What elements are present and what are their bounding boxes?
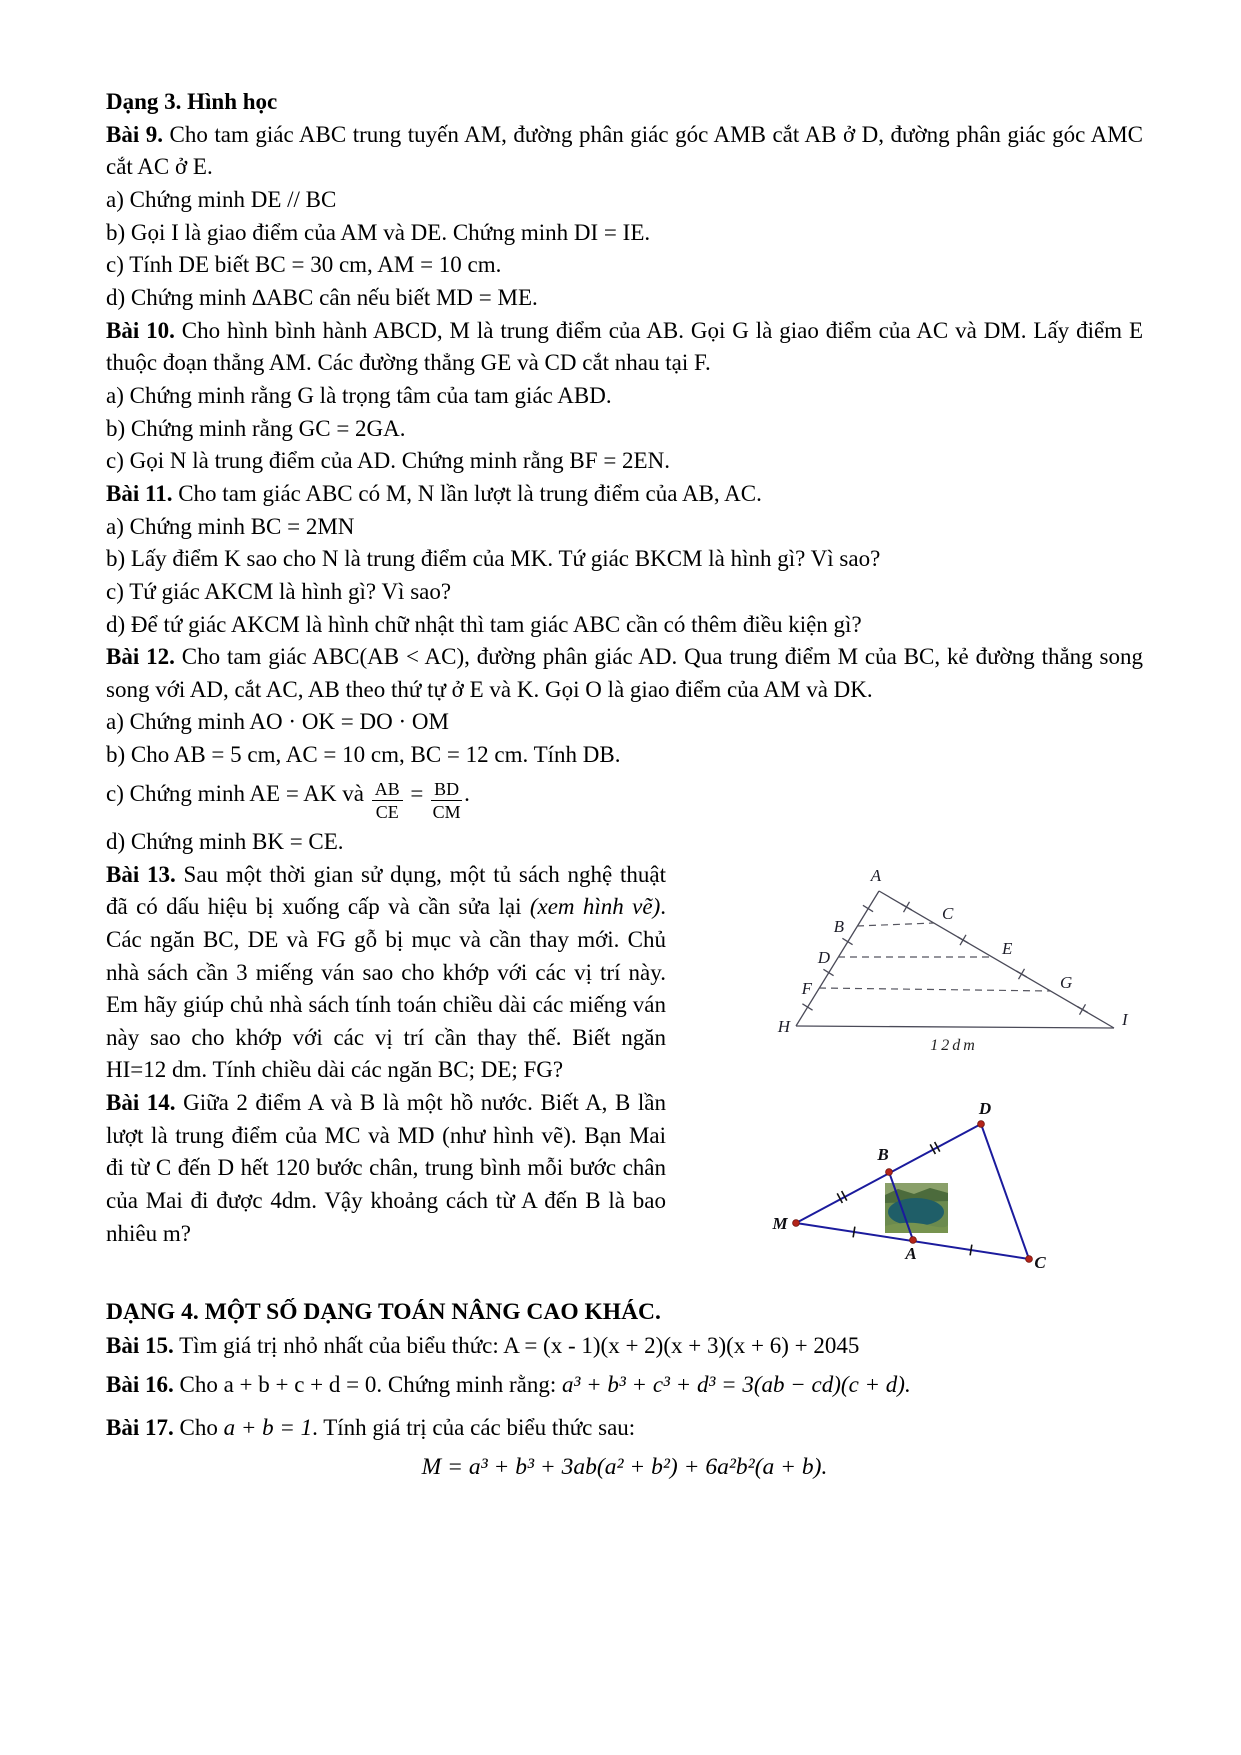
exercise-15-text: Tìm giá trị nhỏ nhất của biểu thức: A = (x - 1)(x + 2)(x + 3)(x + 6) + 2045 (179, 1333, 860, 1359)
exercise-13-text-1: Sau một thời gian sử dụng, một tủ sách nghệ thuật đã có dấu hiệu bị xuống cấp và cần sửa lại (106, 861, 667, 920)
exercise-9-part-b: b) Gọi I là giao điểm của AM và DE. Chứng minh DI = IE. (106, 219, 651, 245)
exercise-10-part-a: a) Chứng minh rằng G là trọng tâm của tam giác ABD. (106, 382, 612, 408)
exercise-14-label: Bài 14. (106, 1090, 176, 1116)
fig1-point-label-d: D (817, 947, 830, 967)
fraction-bd-cm: $\frac{BD}{CM}$ (432, 778, 461, 822)
exercise-11-label: Bài 11. (106, 480, 173, 506)
fig2-point-label-d: D (978, 1099, 992, 1119)
figure-2-area (666, 1087, 1143, 1291)
exercise-12-part-c (106, 772, 1143, 826)
equals-sign: = (410, 780, 424, 806)
fig1-point-label-h: H (777, 1016, 790, 1036)
exercise-16-formula: a³ + b³ + c³ + d³ = 3(ab − cd)(c + d). (561, 1372, 911, 1398)
exercise-12-text: Cho tam giác ABC(AB < AC), đường phân giác AD. Qua trung điểm M của BC, kẻ đường thẳng song song với AD, cắt AC, AB theo thứ tự ở E và K. Gọi O là giao điểm của AM và DK. (106, 644, 1144, 702)
exercise-11-part-a: a) Chứng minh BC = 2MN (106, 513, 355, 539)
section-3-heading: Dạng 3. Hình học (106, 89, 278, 114)
exercise-11-intro (106, 478, 1143, 511)
exercise-10-part-b: b) Chứng minh rằng GC = 2GA. (106, 415, 406, 441)
exercise-9-intro (106, 119, 1143, 184)
exercise-12-part-b: b) Cho AB = 5 cm, AC = 10 cm, BC = 12 cm. Tính DB. (106, 742, 621, 768)
exercise-10-intro (106, 315, 1143, 380)
triangle-sides (796, 891, 1114, 1028)
exercise-13-text-2: . Các ngăn BC, DE và FG gỗ bị mục và cần thay mới. Chủ nhà sách cần 3 miếng ván sao cho khớp với các vị trí này. Em hãy giúp chủ nhà sách tính toán chiều dài các miếng ván này sao cho khớp với các vị trí cần thay thế. Biết ngăn HI=12 dm. Tính chiều dài các ngăn BC; DE; FG? (106, 894, 666, 1083)
lake-photo (885, 1183, 948, 1233)
exercise-14-row (106, 1087, 1143, 1291)
exercise-11-part-b: b) Lấy điểm K sao cho N là trung điểm của MK. Tứ giác BKCM là hình gì? Vì sao? (106, 546, 881, 572)
exercise-17-text-post: . Tính giá trị của các biểu thức sau: (312, 1414, 636, 1440)
exercise-12-label: Bài 12. (106, 644, 175, 670)
section-4-heading: DẠNG 4. MỘT SỐ DẠNG TOÁN NÂNG CAO KHÁC. (106, 1299, 661, 1326)
exercise-13-intro (106, 859, 666, 1088)
exercise-12-part-d: d) Chứng minh BK = CE. (106, 828, 344, 854)
exercise-14-column (106, 1087, 666, 1250)
exercise-11-part-c: c) Tứ giác AKCM là hình gì? Vì sao? (106, 578, 452, 604)
exercise-9-part-c: c) Tính DE biết BC = 30 cm, AM = 10 cm. (106, 252, 502, 278)
figure-1-area (666, 859, 1143, 1067)
exercise-17-main-formula-line (106, 1448, 1143, 1488)
fig2-point-label-m: M (772, 1214, 788, 1234)
exercise-16 (106, 1363, 1143, 1406)
exercise-14-intro (106, 1087, 666, 1250)
exercise-14-text: Giữa 2 điểm A và B là một hồ nước. Biết A, B lần lượt là trung điểm của MC và MD (như hình vẽ). Bạn Mai đi từ C đến D hết 120 bước chân, trung bình mỗi bước chân của Mai đi được 4dm. Vậy khoảng cách từ A đến B là bao nhiêu m? (106, 1090, 666, 1246)
exercise-11-text: Cho tam giác ABC có M, N lần lượt là trung điểm của AB, AC. (178, 480, 762, 506)
exercise-9-part-a: a) Chứng minh DE // BC (106, 186, 337, 212)
exercise-12-part-a: a) Chứng minh AO · OK = DO · OM (106, 709, 449, 735)
lake-distance-figure (768, 1095, 1068, 1285)
exercise-13-label: Bài 13. (106, 861, 176, 887)
fig1-base-dimension-label: 12dm (930, 1036, 978, 1054)
exercise-17 (106, 1406, 1143, 1449)
exercise-17-condition: a + b = 1 (223, 1414, 313, 1440)
fig2-point-label-c: C (1034, 1253, 1046, 1273)
exercise-13-see-figure-note: (xem hình vẽ) (529, 894, 661, 920)
fig2-point-label-b: B (877, 1145, 889, 1165)
exercise-10-part-c: c) Gọi N là trung điểm của AD. Chứng minh rằng BF = 2EN. (106, 448, 670, 474)
fraction-ab-ce: $\frac{AB}{CE}$ (372, 779, 403, 822)
fig1-point-label-g: G (1060, 972, 1073, 992)
exercise-17-formula: M = a³ + b³ + 3ab(a² + b²) + 6a²b²(a + b). (421, 1454, 828, 1481)
exercise-10-label: Bài 10. (106, 317, 175, 343)
exercise-15-label: Bài 15. (106, 1333, 174, 1359)
exercise-17-text-pre: Cho (179, 1414, 218, 1440)
exercise-17-label: Bài 17. (106, 1414, 174, 1440)
exercise-16-label: Bài 16. (106, 1372, 174, 1398)
exercise-12-part-c-text: c) Chứng minh AE = AK và (106, 780, 364, 806)
exercise-15 (106, 1330, 1143, 1363)
fig1-point-label-f: F (801, 978, 812, 998)
period: . (464, 780, 470, 806)
fig1-point-label-e: E (1002, 938, 1013, 958)
fig1-point-label-a: A (870, 865, 882, 885)
exercise-16-text: Cho a + b + c + d = 0. Chứng minh rằng: (179, 1372, 557, 1398)
exercise-11-part-d: d) Để tứ giác AKCM là hình chữ nhật thì tam giác ABC cần có thêm điều kiện gì? (106, 611, 862, 637)
fig1-point-label-b: B (833, 916, 844, 936)
fig1-point-label-i: I (1122, 1009, 1128, 1029)
exercise-12-intro (106, 641, 1143, 706)
exercise-13-column (106, 859, 666, 1088)
fig2-point-label-a: A (905, 1244, 917, 1264)
fig1-point-label-c: C (942, 903, 954, 923)
bookshelf-triangle-figure (686, 861, 1136, 1061)
exercise-10-text: Cho hình bình hành ABCD, M là trung điểm của AB. Gọi G là giao điểm của AC và DM. Lấy điểm E thuộc đoạn thẳng AM. Các đường thẳng GE và CD cắt nhau tại F. (106, 317, 1144, 376)
exercise-13-row (106, 859, 1143, 1088)
exercise-9-text: Cho tam giác ABC trung tuyến AM, đường phân giác góc AMB cắt AB ở D, đường phân giác góc AMC cắt AC ở E. (106, 121, 1144, 180)
exercise-9-part-d: d) Chứng minh ∆ABC cân nếu biết MD = ME. (106, 284, 538, 310)
exercise-9-label: Bài 9. (106, 121, 163, 147)
